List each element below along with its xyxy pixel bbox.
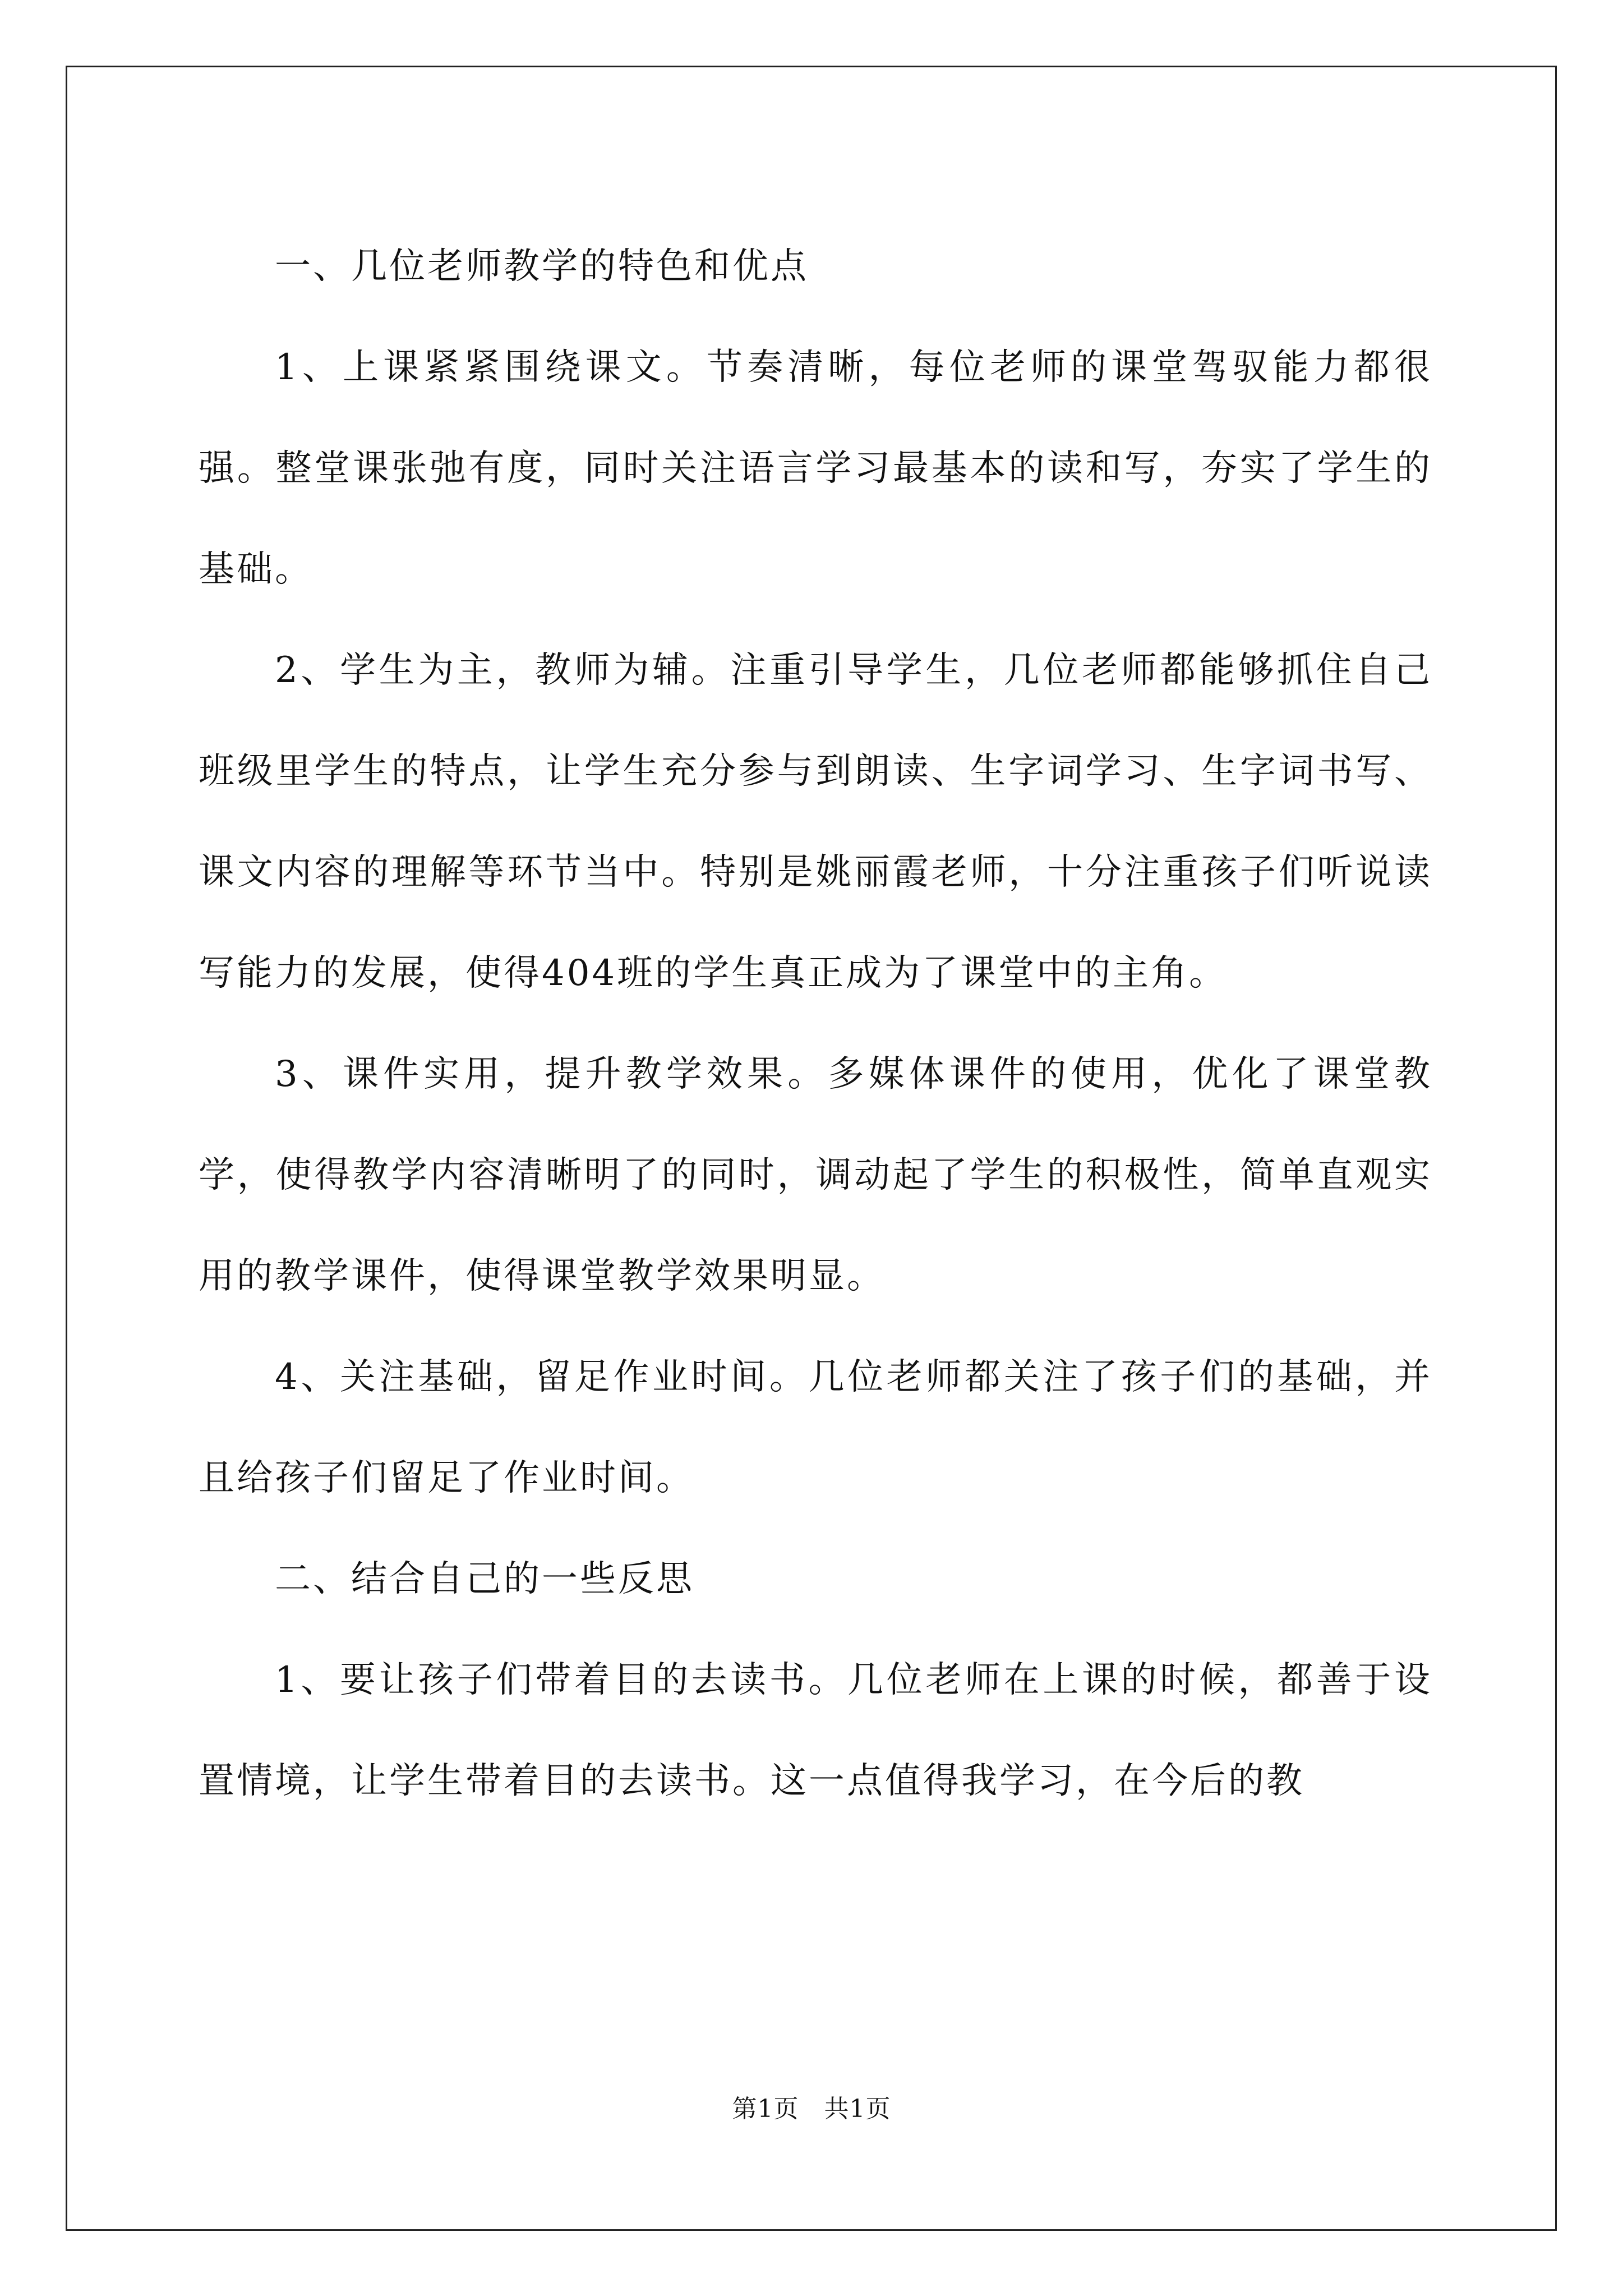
page-footer: 第1页 共1页 [732,2095,891,2123]
paragraph-reflection-1: 1、要让孩子们带着目的去读书。几位老师在上课的时候，都善于设置情境，让学生带着目的去读书。这一点值得我学习，在今后的教 [199,1659,1432,1802]
document-body [199,216,1432,1832]
section-heading-1: 一、几位老师教学的特色和优点 [275,246,809,287]
section-heading-2: 二、结合自己的一些反思 [275,1558,694,1600]
paragraph-point-3: 3、课件实用，提升教学效果。多媒体课件的使用，优化了课堂教学，使得教学内容清晰明了的同时，调动起了学生的积极性，简单直观实用的教学课件，使得课堂教学效果明显。 [199,1053,1432,1297]
paragraph-point-4: 4、关注基础，留足作业时间。几位老师都关注了孩子们的基础，并且给孩子们留足了作业时间。 [199,1356,1432,1499]
paragraph-point-2: 2、学生为主，教师为辅。注重引导学生，几位老师都能够抓住自己班级里学生的特点，让学生充分参与到朗读、生字词学习、生字词书写、课文内容的理解等环节当中。特别是姚丽霞老师，十分注重孩子们听说读写能力的发展，使得404班的学生真正成为了课堂中的主角。 [199,650,1432,994]
paragraph-point-1: 1、上课紧紧围绕课文。节奏清晰，每位老师的课堂驾驭能力都很强。整堂课张弛有度，同时关注语言学习最基本的读和写，夯实了学生的基础。 [199,347,1432,590]
